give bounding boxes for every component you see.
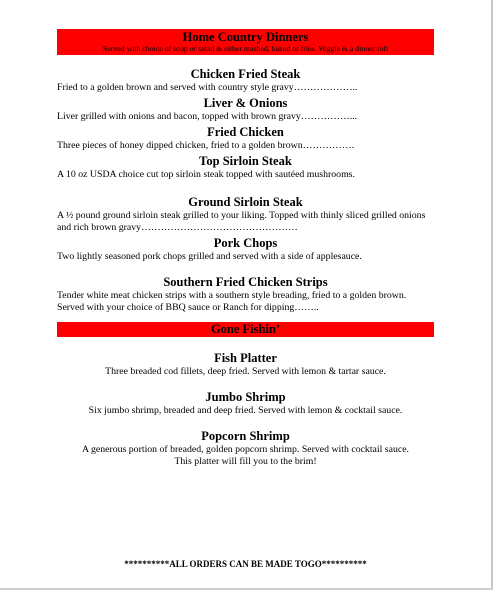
section-banner-gone-fishin: Gone Fishin’ [57,322,434,337]
item-desc-chicken-fried-steak: Fried to a golden brown and served with country style gravy……………….. [57,82,358,93]
item-title-fried-chicken: Fried Chicken [207,125,284,139]
item-desc-chicken-strips: Tender white meat chicken strips with a southern style breading, fried to a golden brown. Served with your choice of BBQ sauce or Ranch for dipping…….. [57,290,407,313]
item-desc-liver-onions: Liver grilled with onions and bacon, topped with brown gravy……………... [57,111,358,122]
item-title-chicken-strips: Southern Fried Chicken Strips [163,275,328,289]
item-title-jumbo-shrimp: Jumbo Shrimp [205,390,286,404]
section-title: Home Country Dinners [182,30,309,44]
item-desc-top-sirloin: A 10 oz USDA choice cut top sirloin steak topped with sautéed mushrooms. [57,169,355,180]
section-subtitle: Served with choice of soup or salad & either mashed, baked or fries. Veggie & a dinner roll [102,44,388,53]
item-title-pork-chops: Pork Chops [213,236,278,250]
item-desc-ground-sirloin: A ½ pound ground sirloin steak grilled to your liking. Topped with thinly sliced grilled onions and rich brown gravy………………………………………… [57,210,426,233]
footer-togo-note: **********ALL ORDERS CAN BE MADE TOGO********** [124,559,367,569]
menu-page [57,29,434,468]
item-title-ground-sirloin: Ground Sirloin Steak [188,195,303,209]
item-title-top-sirloin: Top Sirloin Steak [199,154,292,168]
item-desc-fish-platter: Three breaded cod fillets, deep fried. Served with lemon & tartar sauce. [105,366,386,377]
item-title-fish-platter: Fish Platter [214,351,277,365]
item-title-liver-onions: Liver & Onions [203,96,288,110]
item-desc-fried-chicken: Three pieces of honey dipped chicken, fried to a golden brown……………. [57,140,355,151]
item-title-chicken-fried-steak: Chicken Fried Steak [190,67,301,81]
item-desc-pork-chops: Two lightly seasoned pork chops grilled and served with a side of applesauce. [57,251,362,262]
item-desc-jumbo-shrimp: Six jumbo shrimp, breaded and deep fried. Served with lemon & cocktail sauce. [88,405,403,416]
item-desc-popcorn-shrimp: A generous portion of breaded, golden popcorn shrimp. Served with cocktail sauce. This platter will fill you to the brim! [81,444,410,467]
item-title-popcorn-shrimp: Popcorn Shrimp [201,429,290,443]
section-banner-home-country [57,29,434,55]
